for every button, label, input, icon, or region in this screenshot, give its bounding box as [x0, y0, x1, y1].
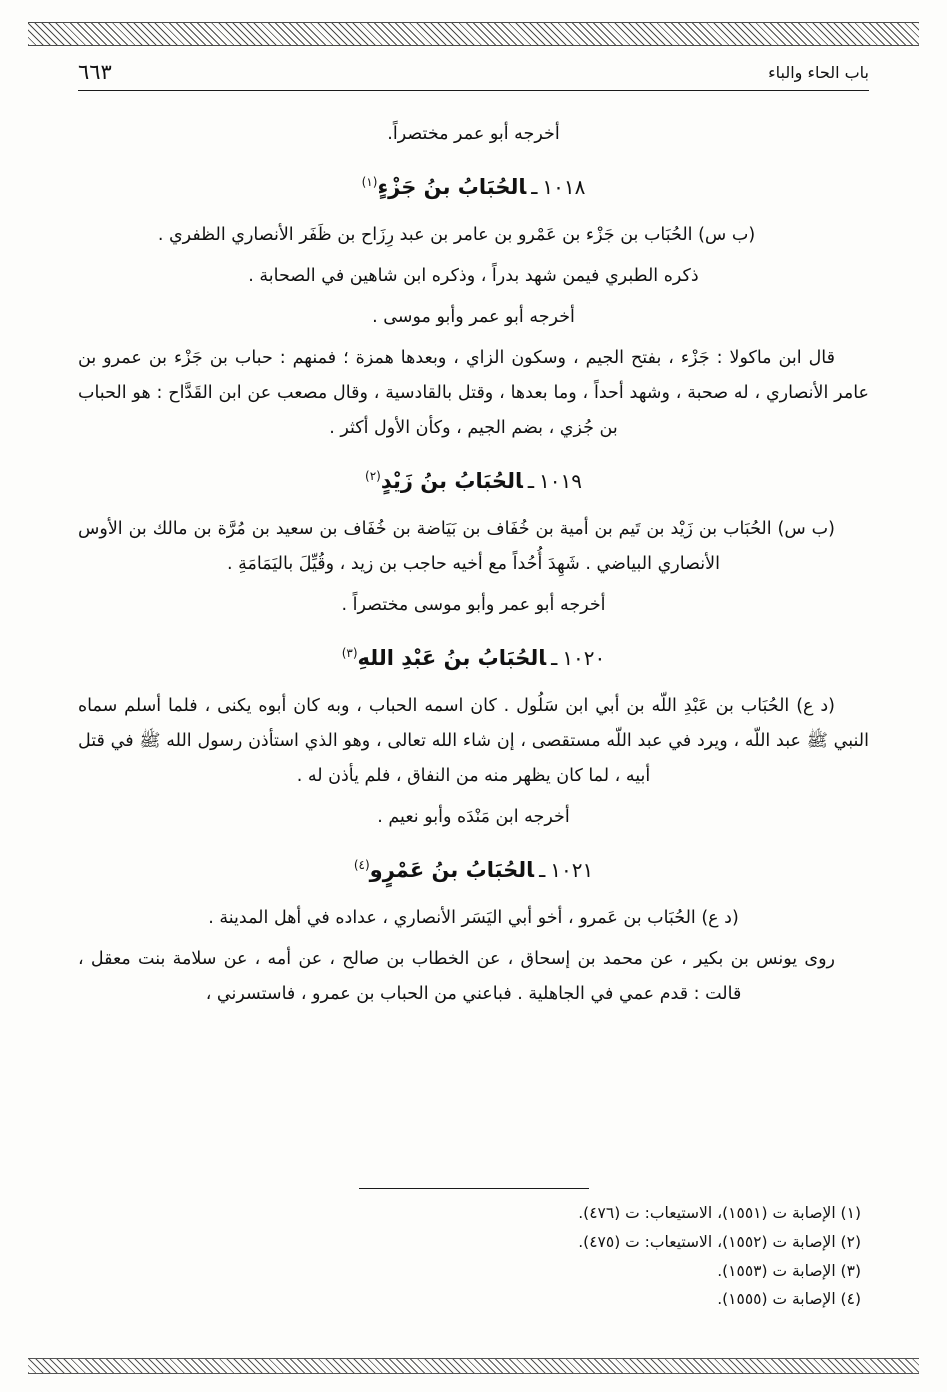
entry-line: أخرجه ابن مَنْدَه وأبو نعيم . [377, 807, 570, 827]
entry-number: ١٠٢١ [550, 858, 594, 882]
footnote-marker: (١) [361, 175, 378, 189]
running-head [78, 60, 869, 91]
footnote-divider [359, 1188, 589, 1189]
entry-heading: ١٠١٨ـالحُبَابُ بنُ جَزْءٍ$^{(١)}$ [361, 175, 586, 199]
footnote-line: (١) الإصابة ت (١٥٥١)، الاستيعاب: ت (٤٧٦). [578, 1204, 861, 1223]
entry-title: الحُبَابُ بنُ زَيْدٍ [380, 469, 523, 493]
entry-line: أخرجه أبو عمر وأبو موسى مختصراً . [341, 595, 606, 615]
entry-title: الحُبَابُ بنُ عَمْرٍو [369, 858, 535, 882]
footnote-marker: (٢) [365, 469, 381, 483]
entry-title: الحُبَابُ بنُ جَزْءٍ [377, 175, 527, 199]
page-number: ٦٦٣ [78, 60, 112, 84]
footnote-marker: (٤) [353, 858, 370, 872]
entry-line: (ب س) الحُبَاب بن جَزْء بن عَمْرو بن عامر بن عبد رِزَاح بن ظَفَر الأنصاري الظفري . [157, 225, 756, 245]
entry-title: الحُبَابُ بنُ عَبْدِ اللهِ [357, 646, 547, 670]
entry-line: (ب س) الحُبَاب بن زَيْد بن تَيم بن أمية بن خُفَاف بن بَيَاضة بن خُفَاف بن سعيد بن مُرَّة بن مالك بن الأوس الأنصاري البياضي . شَهِدَ أُحُداً مع أخيه حاجب بن زيد ، وقُيِّلَ باليَمَامَةِ . [78, 519, 835, 574]
entry-number: ١٠٢٠ [562, 646, 606, 670]
body-text [78, 117, 869, 1012]
entry-line: روى يونس بن بكير ، عن محمد بن إسحاق ، عن الخطاب بن صالح ، عن أمه ، عن سلامة بنت معقل ، قالت : قدم عمي في الجاهلية . فباعني من الحباب بن عمرو ، فاستسرني ، [78, 949, 835, 1004]
bottom-decorative-border [28, 1358, 919, 1374]
entry-line: قال ابن ماكولا : جَزْء ، بفتح الجيم ، وسكون الزاي ، وبعدها همزة ؛ فمنهم : حباب بن جَزْء بن عمرو بن عامر الأنصاري ، له صحبة ، وشهد أحداً ، وما بعدها ، وقتل بالقادسية ، وقال مصعب عن ابن القَدَّاح : هو الحباب بن جُزي ، بضم الجيم ، وكأن الأول أكثر . [78, 348, 869, 438]
intro-line: أخرجه أبو عمر مختصراً. [387, 124, 560, 144]
running-head-title: باب الحاء والباء [768, 63, 869, 82]
footnote-line: (٣) الإصابة ت (١٥٥٣). [717, 1261, 861, 1280]
entry-line: (د ع) الحُبَاب بن عَبْدِ اللّه بن أبي ابن سَلُول . كان اسمه الحباب ، وبه كان أبوه يكنى ، فلما أسلم سماه النبي ﷺ عبد اللّه ، ويرد في عبد اللّه مستقصى ، إن شاء الله تعالى ، وهو الذي استأذن رسول الله ﷺ في قتل أبيه ، لما كان يظهر منه من النفاق ، فلم يأذن له . [78, 696, 869, 786]
top-decorative-border [28, 22, 919, 46]
footnote-line: (٢) الإصابة ت (١٥٥٢)، الاستيعاب: ت (٤٧٥). [578, 1232, 861, 1251]
entry-heading: ١٠٢٠ـالحُبَابُ بنُ عَبْدِ اللهِ$^{(٣)}$ [341, 646, 606, 670]
footnotes-section [78, 1188, 869, 1314]
entry-number: ١٠١٨ [542, 175, 586, 199]
entry-heading: ١٠٢١ـالحُبَابُ بنُ عَمْرٍو$^{(٤)}$ [353, 858, 594, 882]
entry-heading: ١٠١٩ـالحُبَابُ بنُ زَيْدٍ$^{(٢)}$ [365, 469, 582, 493]
page-content [78, 60, 869, 1342]
entry-line: أخرجه أبو عمر وأبو موسى . [372, 307, 575, 327]
entry-line: ذكره الطبري فيمن شهد بدراً ، وذكره ابن شاهين في الصحابة . [248, 266, 699, 286]
footnote-marker: (٣) [341, 646, 358, 660]
footnote-line: (٤) الإصابة ت (١٥٥٥). [717, 1290, 861, 1309]
entry-line: (د ع) الحُبَاب بن عَمرو ، أخو أبي اليَسَر الأنصاري ، عداده في أهل المدينة . [208, 908, 739, 928]
entry-number: ١٠١٩ [539, 469, 582, 493]
